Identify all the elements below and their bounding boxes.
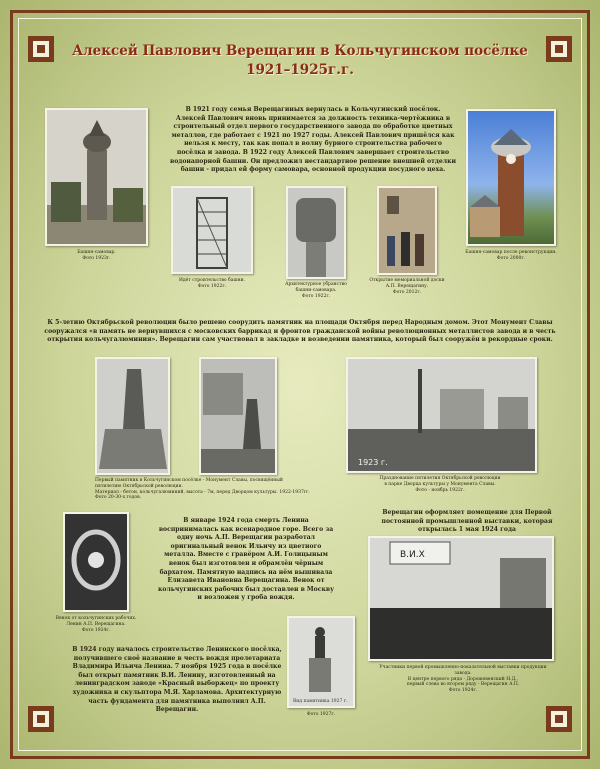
corner-ornament-bottom-right (546, 706, 572, 732)
photo-monument-2 (199, 357, 277, 475)
photo-tower-1923 (45, 108, 148, 246)
photo-monument-1 (95, 357, 170, 475)
photo-wreath (63, 512, 129, 612)
tower-sketch (47, 110, 146, 244)
exhibition-paragraph: Верещагин оформляет помещение для Первой постоянной промышленной выставки, которая открылась 1 мая 1924 года (381, 509, 553, 534)
title-line-1: Алексей Павлович Верещагин в Кольчугинском посёлке (72, 43, 528, 59)
photo-lenin (287, 616, 355, 708)
wreath-sketch (65, 514, 127, 610)
caption-lenin: Фото 1927г. (306, 712, 336, 717)
photo-decoration (286, 186, 346, 279)
tank-sketch (288, 188, 344, 277)
crowd-sketch (348, 359, 535, 471)
caption-plaque: Открытие мемориальной доски А.П. Верещагину. Фото 2012г. (369, 278, 445, 295)
title-line-2: 1921–1925г.г. (246, 62, 354, 78)
monument-square-sketch (201, 359, 275, 473)
photo-tower-2000 (466, 109, 556, 246)
wreath-paragraph: В январе 1924 года смерть Ленина воспринималась как всенародное горе. Всего за одну ночь А.П. Верещагин разработал оригинальный венок Ильичу из цветного металла. Вместе с гравёром А.И. Голицыным венок был изготовлен и обрамлён чёрным бархатом. Памятную надпись на нём вышивала Елизавета Ивановна Верещагина. Венок от кольчугинских рабочих был доставлен в Москву и возложен у гроба вождя. (158, 517, 334, 602)
plaque-sketch (379, 188, 435, 273)
scaffold-sketch (173, 188, 251, 272)
caption-construction: Идёт строительство башни. Фото 1922г. (178, 278, 246, 289)
photo-construction (171, 186, 253, 274)
corner-ornament-top-right (546, 36, 572, 62)
caption-wreath: Венок от кольчугинских рабочих. Ленин А.П. Верещагина. Фото 1924г. (55, 616, 137, 633)
monument-paragraph: К 5-летию Октябрьской революции было решено соорудить памятник на площади Октября перед Народным домом. Этот Монумент Славы сооружался «в память не вернувшихся с московских баррикад и фронтов гражданской войны революционных металлистов завода и в честь открытия кольчугалюминия». Верещагин сам участвовал в закладке и возведении памятника, который был сооружён в рекордные сроки. (44, 319, 556, 344)
tower-color-sketch (468, 111, 554, 244)
exhibition-sketch (370, 538, 552, 659)
caption-exhibition: Участники первой промышленно-показательной выставки продукции завода. В центре первого ряда - Дорошевенский Н.Д., первый слева во втором ряду - Верещагин А.П. Фото 1924г. (379, 665, 547, 694)
caption-monument: Первый памятник в Кольчугинском посёлке - Монумент Славы, посвящённый пятилетию Октябрьской революции. Материал - бетон, кольчугалюминий, высота - 7м, перед Дворцом культуры. 1922-1937гг. Фото 20-30-х годов. (95, 478, 310, 501)
lenin-paragraph: В 1924 году началось строительство Ленинского посёлка, получившего своё название в честь вождя пролетариата Владимира Ильича Ленина. 7 ноября 1925 года в посёлке был открыт памятник В.И. Ленину, изготовленный на ленинградском заводе «Красный выборжец» по проекту художника и скульптора М.Я. Харламова. Архитектурную часть фундамента для памятника выполнил А.П. Верещагин. (72, 646, 282, 714)
photo-plaque (377, 186, 437, 275)
caption-tower-1923: Башня-самовар. Фото 1923г. (77, 250, 116, 261)
lenin-sign-label: Вид памятника 1927 г. (293, 699, 348, 704)
corner-ornament-top-left (28, 36, 54, 62)
caption-celebration: Празднование пятилетия Октябрьской революции в парке Дворца культуры у Монумента Славы. Фото - ноябрь 1922г. (379, 476, 501, 493)
caption-tower-2000: Башня-самовар после реконструкции. Фото 2000г. (465, 250, 557, 261)
photo-celebration (346, 357, 537, 473)
intro-paragraph: В 1921 году семья Верещагиных вернулась в Кольчугинский посёлок. Алексей Павлович вновь принимается за должность техника-чертёжника в строительный отдел первого государственного завода по обработке цветных металлов, где работает с 1921 по 1927 годы. Алексей Павлович пришёлся как нельзя к месту, так как попал в волну бурного строительства рабочего посёлка и завода. В 1922 году Алексей Павлович завершает строительство водонапорной башни. Он предложил нестандартное решение внешней отделки башни - придал ей форму самовара, основной продукции посудного цеха. (170, 106, 457, 174)
caption-decoration: Архитектурное убранство башни-самовара. Фото 1922г. (285, 282, 347, 299)
banner-label: В.И.Х (400, 550, 425, 560)
corner-ornament-bottom-left (28, 706, 54, 732)
monument-sketch (97, 359, 168, 473)
photo-exhibition (368, 536, 554, 661)
lenin-monument-sketch (289, 618, 353, 706)
photo-year-label: 1923 г. (358, 458, 388, 467)
page-title (60, 42, 540, 80)
